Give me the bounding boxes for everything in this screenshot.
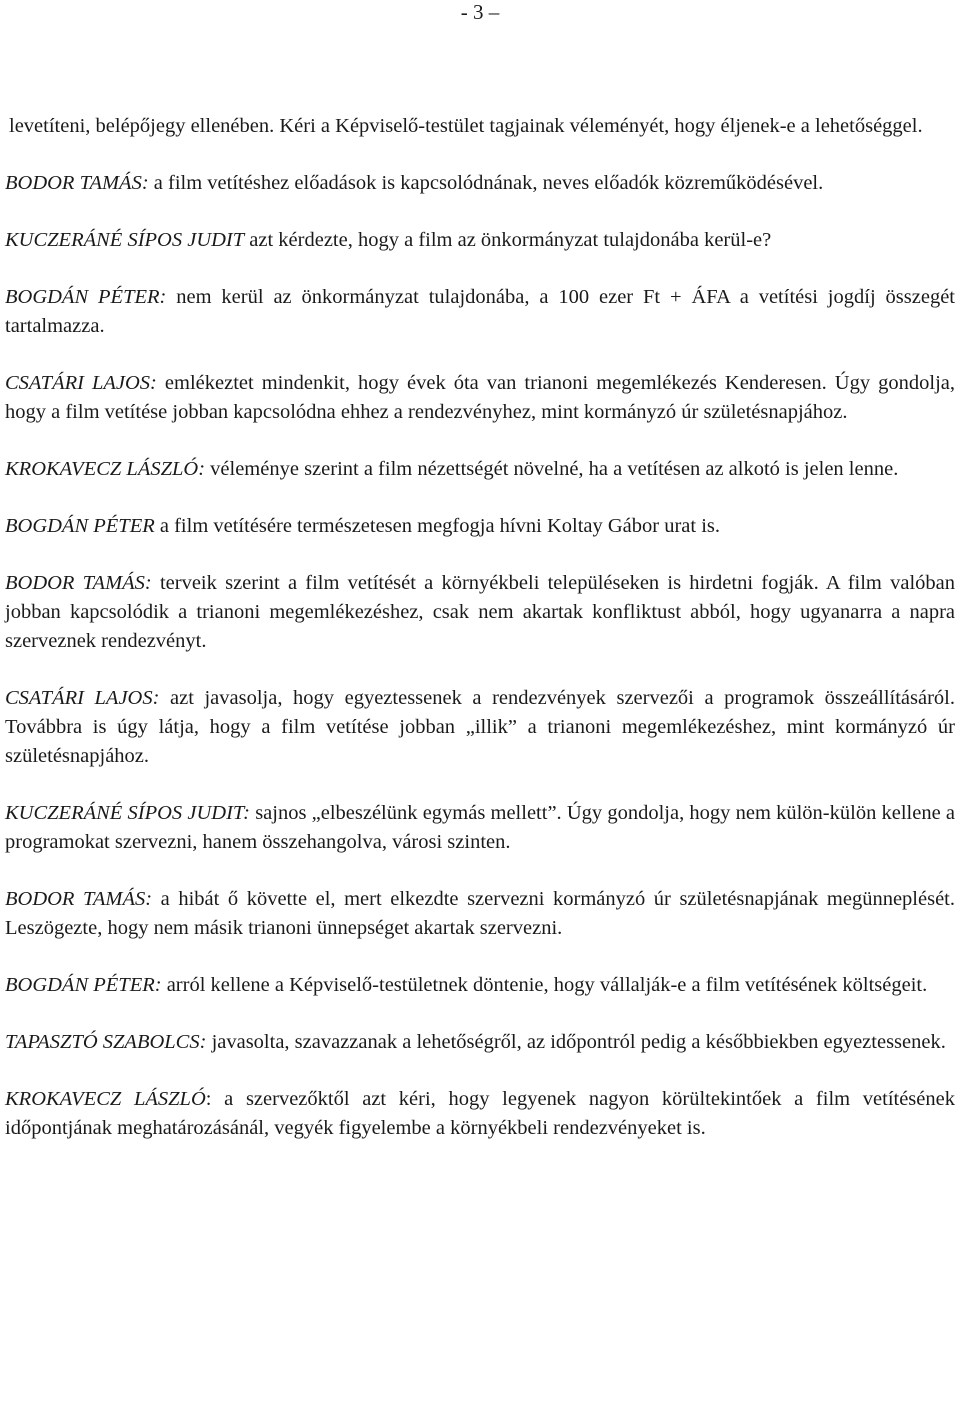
speaker-name: KUCZERÁNÉ SÍPOS JUDIT: — [5, 802, 250, 824]
paragraph-text: terveik szerint a film vetítését a környékbeli településeken is hirdetni fogják. A film valóban jobban kapcsolódik a trianoni megemlékezéshez, csak nem akartak konfliktust abból, hogy ugyanarra a napra szerveznek rendezvényt. — [5, 572, 955, 652]
paragraph-7 — [5, 512, 955, 541]
paragraph-12 — [5, 971, 955, 1000]
speaker-name: CSATÁRI LAJOS: — [5, 687, 160, 709]
paragraph-3 — [5, 226, 955, 255]
speaker-name: BODOR TAMÁS: — [5, 888, 153, 910]
paragraph-text: a film vetítéshez előadások is kapcsolódnának, neves előadók közreműködésével. — [148, 172, 824, 194]
paragraph-text: nem kerül az önkormányzat tulajdonába, a 100 ezer Ft + ÁFA a vetítési jogdíj összegét tartalmazza. — [5, 286, 955, 337]
speaker-name: KROKAVECZ LÁSZLÓ: — [5, 458, 206, 480]
paragraph-10 — [5, 799, 955, 857]
paragraph-text: a hibát ő követte el, mert elkezdte szervezni kormányzó úr születésnapjának megünneplését. Leszögezte, hogy nem másik trianoni ünnepséget akartak szervezni. — [5, 888, 955, 939]
paragraph-text: a film vetítésére természetesen megfogja hívni Koltay Gábor urat is. — [154, 515, 721, 537]
paragraph-14 — [5, 1085, 955, 1143]
speaker-name: CSATÁRI LAJOS: — [5, 372, 157, 394]
paragraph-text: véleménye szerint a film nézettségét növelné, ha a vetítésen az alkotó is jelen lenne. — [205, 458, 899, 480]
paragraph-9 — [5, 684, 955, 771]
speaker-name: BOGDÁN PÉTER: — [5, 286, 167, 308]
paragraph-text: javasolta, szavazzanak a lehetőségről, az időpontról pedig a későbbiekben egyeztessenek. — [206, 1031, 946, 1053]
paragraph-text: azt kérdezte, hogy a film az önkormányzat tulajdonába kerül-e? — [244, 229, 772, 251]
paragraph-11 — [5, 885, 955, 943]
paragraph-text: levetíteni, belépőjegy ellenében. Kéri a Képviselő-testület tagjainak véleményét, hogy éljenek-e a lehetőséggel. — [9, 115, 923, 137]
paragraph-8 — [5, 569, 955, 656]
paragraph-2 — [5, 169, 955, 198]
speaker-name: BODOR TAMÁS: — [5, 172, 149, 194]
paragraph-text: azt javasolja, hogy egyeztessenek a rendezvények szervezői a programok összeállításáról. Továbbra is úgy látja, hogy a film vetítése jobban „illik” a trianoni megemlékezéshez, mint kormányzó úr születésnapjához. — [5, 687, 955, 767]
speaker-name: TAPASZTÓ SZABOLCS: — [5, 1031, 207, 1053]
speaker-name: BOGDÁN PÉTER — [5, 515, 155, 537]
paragraph-text: emlékeztet mindenkit, hogy évek óta van trianoni megemlékezés Kenderesen. Úgy gondolja, hogy a film vetítése jobban kapcsolódna ehhez a rendezvényhez, mint kormányzó úr születésnapjához. — [5, 372, 955, 423]
paragraph-13 — [5, 1028, 955, 1057]
speaker-name: KROKAVECZ LÁSZLÓ — [5, 1088, 206, 1110]
paragraph-text: arról kellene a Képviselő-testületnek döntenie, hogy vállalják-e a film vetítésének költségeit. — [161, 974, 928, 996]
document-body — [5, 112, 955, 1171]
paragraph-5 — [5, 369, 955, 427]
paragraph-text: : a szervezőktől azt kéri, hogy legyenek nagyon körültekintőek a film vetítésének időpontjának meghatározásánál, vegyék figyelembe a környékbeli rendezvényeket is. — [5, 1088, 955, 1139]
paragraph-text: sajnos „elbeszélünk egymás mellett”. Úgy gondolja, hogy nem külön-külön kellene a programokat szervezni, hanem összehangolva, városi szinten. — [5, 802, 955, 853]
speaker-name: KUCZERÁNÉ SÍPOS JUDIT — [5, 229, 245, 251]
paragraph-4 — [5, 283, 955, 341]
speaker-name: BOGDÁN PÉTER: — [5, 974, 162, 996]
speaker-name: BODOR TAMÁS: — [5, 572, 152, 594]
page-number: - 3 – — [460, 0, 500, 24]
paragraph-1 — [5, 112, 955, 141]
paragraph-6 — [5, 455, 955, 484]
